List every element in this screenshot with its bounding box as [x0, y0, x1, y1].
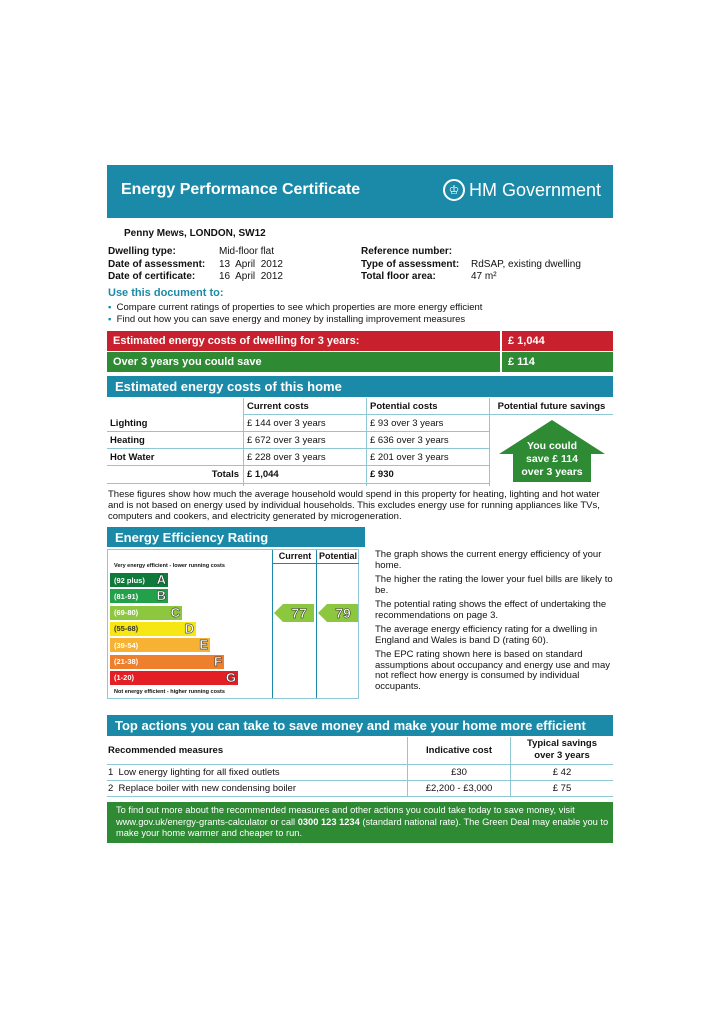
- advice-footer-phone: 0300 123 1234: [297, 816, 360, 827]
- rating-band-letter: G: [225, 669, 236, 685]
- estimated-cost-bar: Estimated energy costs of dwelling for 3 years:: [107, 331, 500, 351]
- reference-label: Reference number:: [361, 246, 453, 257]
- efficiency-note: The graph shows the current energy efficiency of your home.: [375, 549, 602, 571]
- advice-footer: [107, 802, 613, 843]
- rating-band-letter: B: [156, 588, 166, 604]
- potential-rating-value: 79: [335, 604, 351, 621]
- costs-totals-label: Totals: [107, 466, 243, 484]
- costs-section-heading: Estimated energy costs of this home: [107, 376, 613, 397]
- rating-band-range: (69-80): [114, 608, 139, 618]
- use-document-item-text: Compare current ratings of properties to see which properties are more energy efficient: [116, 302, 483, 313]
- bullet-icon: ▪: [108, 302, 112, 313]
- actions-table: [107, 737, 613, 797]
- certificate-title: Energy Performance Certificate: [121, 181, 361, 198]
- use-document-heading: Use this document to:: [108, 287, 224, 299]
- costs-col-current: Current costs: [244, 398, 366, 415]
- efficiency-note: The EPC rating shown here is based on standard assumptions about occupancy and energy use and may not reflect how energy is consumed by individual occupants.: [375, 649, 611, 692]
- estimated-cost-value: £ 1,044: [502, 331, 613, 351]
- rating-band-letter: F: [214, 653, 222, 669]
- efficiency-note: The higher the rating the lower your fuel bills are likely to be.: [375, 574, 613, 596]
- efficiency-col-potential: Potential: [318, 551, 357, 561]
- costs-row-current: £ 672 over 3 years: [244, 432, 366, 449]
- efficiency-bottom-label: Not energy efficient - higher running costs: [114, 689, 225, 695]
- royal-crest-icon: ♔: [443, 179, 465, 201]
- efficiency-top-label: Very energy efficient - lower running costs: [114, 563, 225, 569]
- actions-row-cost: £30: [451, 767, 467, 778]
- actions-col-savings-line: Typical savings: [526, 738, 598, 749]
- actions-row-saving: £ 42: [552, 767, 572, 778]
- rating-band-f: [110, 655, 224, 669]
- property-address: Penny Mews, LONDON, SW12: [124, 228, 266, 239]
- costs-row-potential: £ 201 over 3 years: [367, 449, 489, 466]
- efficiency-note: The potential rating shows the effect of undertaking the recommendations on page 3.: [375, 599, 607, 621]
- use-document-item-text: Find out how you can save energy and money by installing improvement measures: [116, 314, 466, 325]
- date-assessment-label: Date of assessment:: [108, 259, 206, 270]
- costs-row-potential: £ 636 over 3 years: [367, 432, 489, 449]
- efficiency-notes: [375, 550, 613, 692]
- rating-band-g: [110, 671, 238, 685]
- savings-bar: Over 3 years you could save: [107, 352, 500, 372]
- rating-band-letter: A: [156, 572, 166, 587]
- rating-band-range: (92 plus): [114, 575, 145, 585]
- actions-row-measure: 2 Replace boiler with new condensing boiler: [108, 783, 297, 794]
- costs-row-potential: £ 93 over 3 years: [367, 415, 489, 432]
- costs-row-current: £ 144 over 3 years: [244, 415, 366, 432]
- bullet-icon: ▪: [108, 314, 112, 325]
- date-assessment-value: 13 April 2012: [219, 259, 283, 270]
- costs-totals-current: £ 1,044: [244, 466, 366, 484]
- rating-band-letter: E: [199, 637, 208, 653]
- advice-footer-line: make your home warmer and cheaper to run.: [116, 828, 303, 838]
- rating-band-range: (39-54): [114, 640, 139, 650]
- rating-band-range: (55-68): [114, 624, 139, 634]
- costs-totals-potential: £ 930: [367, 466, 489, 484]
- floor-area-label: Total floor area:: [361, 271, 436, 282]
- costs-col-potential: Potential costs: [367, 398, 489, 415]
- dwelling-type-value: Mid-floor flat: [219, 246, 275, 257]
- savings-arrow-line: over 3 years: [521, 466, 583, 478]
- rating-band-letter: C: [170, 604, 180, 620]
- actions-col-cost: Indicative cost: [426, 745, 492, 756]
- actions-section-heading: Top actions you can take to save money and make your home more efficient: [107, 715, 613, 736]
- advice-footer-link[interactable]: www.gov.uk/energy-grants-calculator or call: [116, 816, 298, 827]
- use-document-item: [108, 302, 482, 313]
- floor-area-value: 47 m²: [471, 271, 497, 282]
- certificate-header: [107, 165, 613, 218]
- savings-value: £ 114: [502, 352, 613, 372]
- actions-row-measure: 1 Low energy lighting for all fixed outlets: [108, 767, 280, 778]
- efficiency-col-current: Current: [278, 551, 312, 561]
- advice-footer-text: (standard national rate). The Green Deal may enable you to: [359, 816, 609, 827]
- rating-band-letter: D: [184, 620, 194, 636]
- date-certificate-value: 16 April 2012: [219, 271, 283, 282]
- dwelling-type-label: Dwelling type:: [108, 246, 176, 257]
- rating-band-c: [110, 606, 182, 620]
- savings-arrow-line: You could: [527, 440, 577, 452]
- rating-band-range: (21-38): [114, 657, 139, 666]
- rating-band-b: [110, 589, 168, 603]
- costs-table: [107, 398, 613, 486]
- date-certificate-label: Date of certificate:: [108, 271, 196, 282]
- costs-row-label: Lighting: [107, 415, 243, 432]
- advice-footer-line: [116, 817, 613, 829]
- rating-band-range: (1-20): [114, 673, 135, 683]
- use-document-item: [108, 314, 465, 325]
- savings-arrow-text: [513, 440, 591, 479]
- type-assessment-value: RdSAP, existing dwelling: [471, 259, 581, 270]
- hm-government-logo: [443, 179, 601, 201]
- costs-col-future: Potential future savings: [490, 398, 613, 415]
- actions-col-savings-line: over 3 years: [534, 750, 590, 761]
- costs-row-label: Heating: [107, 432, 243, 449]
- actions-col-measures: Recommended measures: [108, 745, 224, 756]
- type-assessment-label: Type of assessment:: [361, 259, 460, 270]
- costs-row-current: £ 228 over 3 years: [244, 449, 366, 466]
- efficiency-note: The average energy efficiency rating for a dwelling in England and Wales is band D (rating 60).: [375, 624, 598, 646]
- rating-band-a: [110, 573, 168, 587]
- hm-government-text: HM Government: [468, 179, 601, 200]
- rating-band-e: [110, 638, 210, 652]
- costs-note: These figures show how much the average household would spend in this property for heating, lighting and hot water and is not based on energy used by individual households. This excludes energy use for running appliances like TVs, computers and cookers, and electricity generated by microgeneration.: [108, 489, 600, 522]
- current-rating-value: 77: [291, 604, 307, 621]
- advice-footer-line: To find out more about the recommended measures and other actions you could take today to save money, visit: [116, 805, 575, 815]
- actions-row-cost: £2,200 - £3,000: [425, 783, 493, 794]
- savings-arrow-line: save £ 114: [526, 453, 578, 465]
- rating-band-d: [110, 622, 196, 636]
- actions-col-savings: [511, 738, 613, 762]
- efficiency-section-heading: Energy Efficiency Rating: [107, 527, 365, 547]
- actions-row-saving: £ 75: [552, 783, 572, 794]
- costs-row-label: Hot Water: [107, 449, 243, 466]
- rating-band-range: (81-91): [114, 591, 139, 601]
